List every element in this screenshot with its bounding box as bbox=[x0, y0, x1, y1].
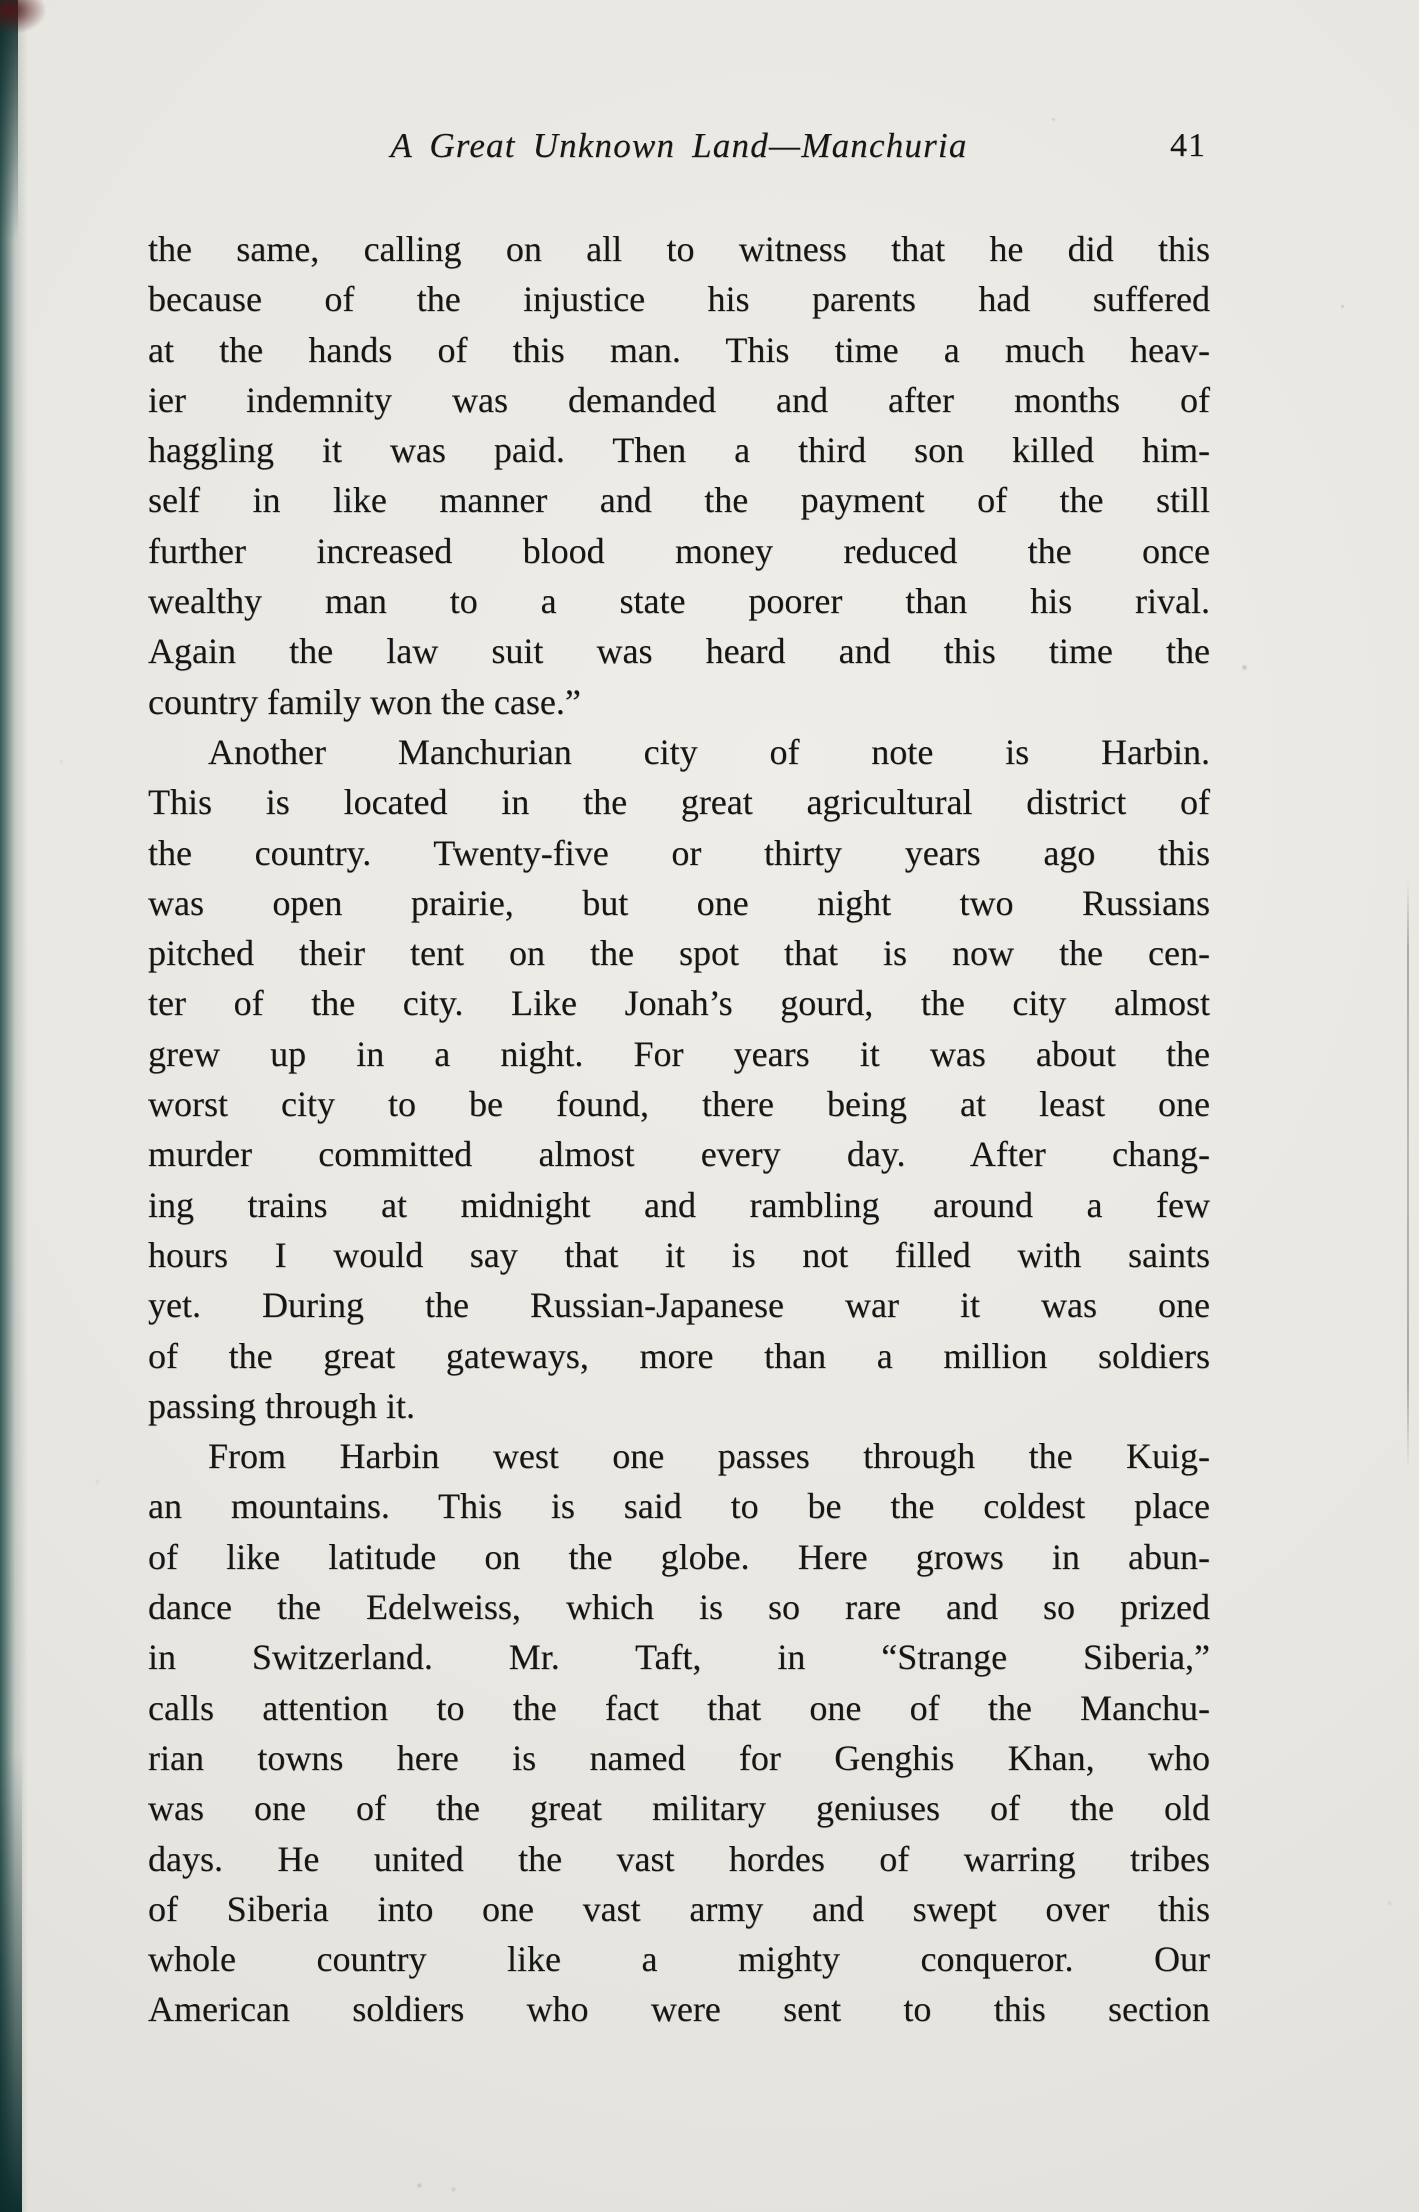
scan-edge-band bbox=[0, 0, 28, 2212]
text-line: days. He united the vast hordes of warring tribes bbox=[148, 1838, 1210, 1879]
text-line: This is located in the great agricultural district of bbox=[148, 782, 1210, 823]
text-line: ing trains at midnight and rambling around a few bbox=[148, 1184, 1210, 1225]
text-line: ter of the city. Like Jonah’s gourd, the city almost bbox=[148, 983, 1210, 1024]
text-line: From Harbin west one passes through the Kuig- bbox=[208, 1436, 1210, 1477]
text-line: passing through it. bbox=[148, 1385, 415, 1426]
paragraph bbox=[148, 1431, 1210, 2035]
page-text bbox=[148, 224, 1210, 2035]
text-line: hours I would say that it is not filled with saints bbox=[148, 1234, 1210, 1275]
text-line: Again the law suit was heard and this time the bbox=[148, 631, 1210, 672]
paragraph bbox=[148, 727, 1210, 1431]
text-line: at the hands of this man. This time a much heav- bbox=[148, 329, 1210, 370]
text-line: murder committed almost every day. After chang- bbox=[148, 1134, 1210, 1175]
text-line: because of the injustice his parents had suffered bbox=[148, 279, 1210, 320]
text-line: was open prairie, but one night two Russians bbox=[148, 882, 1210, 923]
scan-artifact-line bbox=[1407, 880, 1409, 1470]
text-line: of like latitude on the globe. Here grows in abun- bbox=[148, 1536, 1210, 1577]
text-line: whole country like a mighty conqueror. Our bbox=[148, 1939, 1210, 1980]
text-line: grew up in a night. For years it was about the bbox=[148, 1033, 1210, 1074]
text-line: self in like manner and the payment of the still bbox=[148, 480, 1210, 521]
text-line: rian towns here is named for Genghis Khan, who bbox=[148, 1737, 1210, 1778]
text-line: dance the Edelweiss, which is so rare and so prized bbox=[148, 1587, 1210, 1628]
text-line: pitched their tent on the spot that is now the cen- bbox=[148, 933, 1210, 974]
text-line: wealthy man to a state poorer than his rival. bbox=[148, 581, 1210, 622]
running-head bbox=[148, 126, 1210, 176]
paragraph bbox=[148, 224, 1210, 727]
text-line: haggling it was paid. Then a third son killed him- bbox=[148, 430, 1210, 471]
text-line: the same, calling on all to witness that he did this bbox=[148, 229, 1210, 269]
text-line: country family won the case.” bbox=[148, 681, 581, 722]
scan-noise-speckles bbox=[0, 0, 3, 3]
text-line: the country. Twenty-five or thirty years ago this bbox=[148, 832, 1210, 873]
text-line: of the great gateways, more than a million soldiers bbox=[148, 1335, 1210, 1376]
text-line: calls attention to the fact that one of the Manchu- bbox=[148, 1687, 1210, 1728]
text-line: in Switzerland. Mr. Taft, in “Strange Siberia,” bbox=[148, 1637, 1210, 1678]
page-number: 41 bbox=[1170, 127, 1206, 164]
text-line: American soldiers who were sent to this section bbox=[148, 1989, 1210, 2030]
text-line: Another Manchurian city of note is Harbin. bbox=[208, 731, 1210, 772]
text-line: was one of the great military geniuses of the old bbox=[148, 1788, 1210, 1829]
text-line: an mountains. This is said to be the coldest place bbox=[148, 1486, 1210, 1527]
scan-corner-stain bbox=[0, 0, 46, 34]
text-line: worst city to be found, there being at least one bbox=[148, 1084, 1210, 1125]
text-line: of Siberia into one vast army and swept over this bbox=[148, 1888, 1210, 1929]
text-line: yet. During the Russian-Japanese war it was one bbox=[148, 1285, 1210, 1326]
text-line: ier indemnity was demanded and after months of bbox=[148, 379, 1210, 420]
text-line: further increased blood money reduced the once bbox=[148, 530, 1210, 571]
running-head-title: A Great Unknown Land—Manchuria bbox=[390, 126, 968, 165]
